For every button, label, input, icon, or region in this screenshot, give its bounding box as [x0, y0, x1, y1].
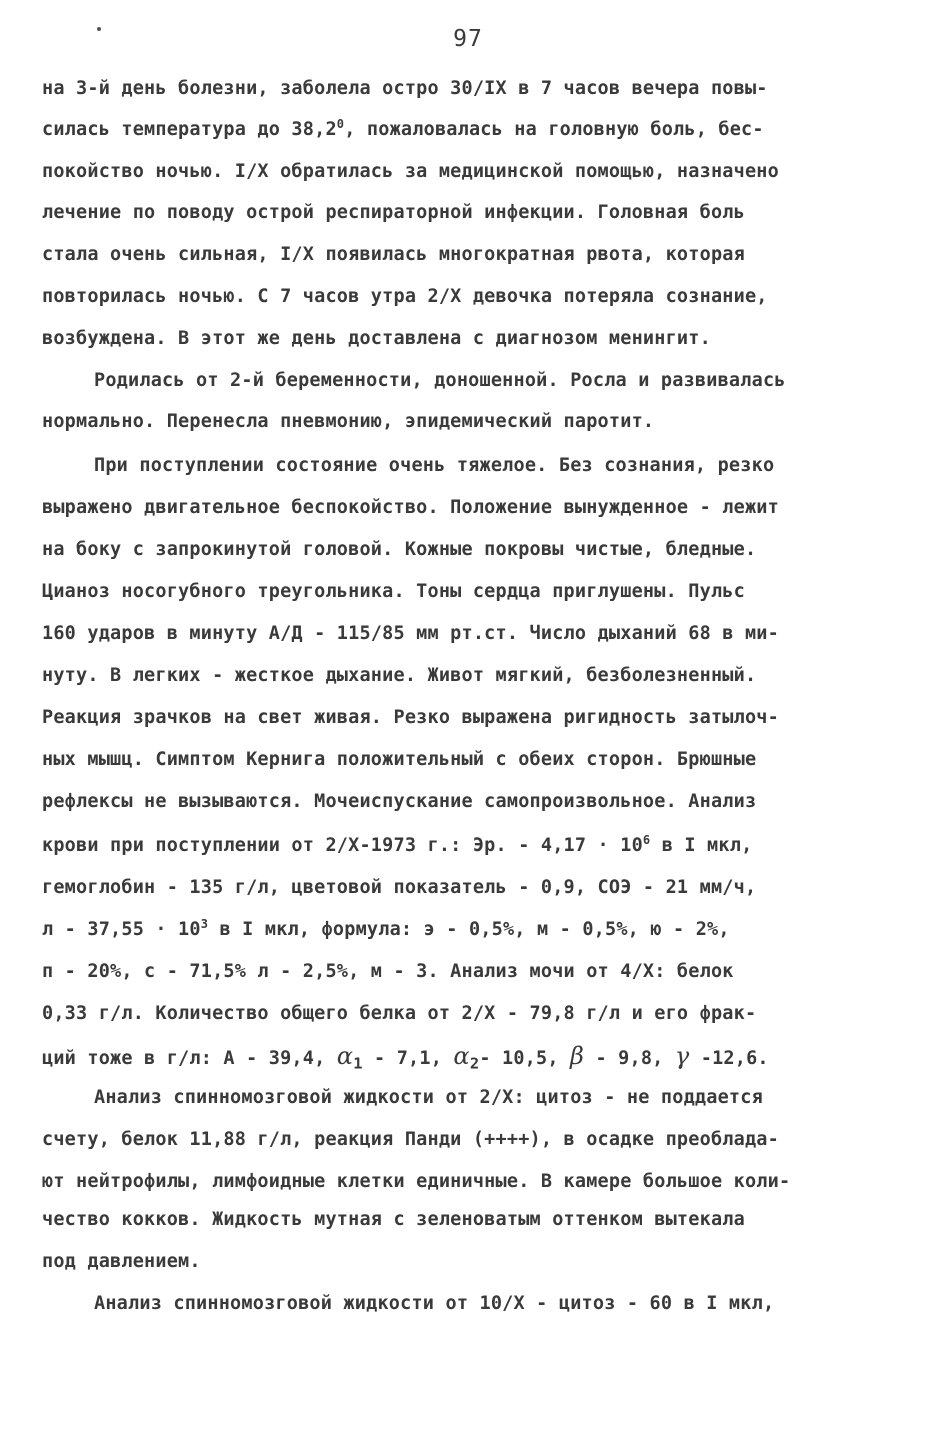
- greek-letter: α: [336, 1042, 354, 1070]
- text-line: 160 ударов в минуту А/Д - 115/85 мм рт.ст. Число дыханий 68 в ми-: [42, 623, 779, 644]
- text-line: гемоглобин - 135 г/л, цветовой показатель - 0,9, СОЭ - 21 мм/ч,: [42, 877, 757, 898]
- greek-letter: γ: [674, 1042, 690, 1070]
- text-line: ций тоже в г/л: А - 39,4, $\alpha_1 - 7,1$, $\alpha_2-$ 10,5, β - 9,8, γ -12,6.: [42, 1042, 769, 1073]
- text-line: лечение по поводу острой респираторной инфекции. Головная боль: [42, 202, 745, 223]
- text-line: крови при поступлении от 2/X-1973 г.: Эр. - $4,17 \cdot 10^6$ в I мкл,: [42, 833, 753, 856]
- text-line: на 3-й день болезни, заболела остро 30/IX в 7 часов вечера повы-: [42, 78, 768, 99]
- text-line: выражено двигательное беспокойство. Положение вынужденное - лежит: [42, 497, 779, 518]
- text-line: Анализ спинномозговой жидкости от 2/X: цитоз - не поддается: [94, 1087, 763, 1108]
- text-line: повторилась ночью. С 7 часов утра 2/X девочка потеряла сознание,: [42, 286, 768, 307]
- page-number: 97: [453, 26, 483, 52]
- text-line: чество кокков. Жидкость мутная с зеленоватым оттенком вытекала: [42, 1209, 745, 1230]
- text-line: под давлением.: [42, 1251, 201, 1272]
- text-line: силась температура до 38,2$^0$, пожаловалась на головную боль, бес-: [42, 117, 764, 140]
- text-line: стала очень сильная, I/X появилась многократная рвота, которая: [42, 244, 745, 265]
- text-line: Цианоз носогубного треугольника. Тоны сердца приглушены. Пульс: [42, 581, 745, 602]
- text-line: счету, белок 11,88 г/л, реакция Панди (++++), в осадке преоблада-: [42, 1129, 779, 1150]
- text-line: Родилась от 2-й беременности, доношенной. Росла и развивалась: [94, 370, 786, 391]
- text-line: п - 20%, с - 71,5% л - 2,5%, м - 3. Анализ мочи от 4/X: белок: [42, 961, 734, 982]
- text-line: покойство ночью. I/X обратилась за медицинской помощью, назначено: [42, 161, 779, 182]
- text-line: нуту. В легких - жесткое дыхание. Живот мягкий, безболезненный.: [42, 665, 757, 686]
- text-line: ных мышц. Симптом Кернига положительный с обеих сторон. Брюшные: [42, 749, 757, 770]
- text-line: Анализ спинномозговой жидкости от 10/X - цитоз - 60 в I мкл,: [94, 1293, 775, 1314]
- greek-letter: β: [570, 1042, 585, 1070]
- text-line: Реакция зрачков на свет живая. Резко выражена ригидность затылоч-: [42, 707, 779, 728]
- text-line: на боку с запрокинутой головой. Кожные покровы чистые, бледные.: [42, 539, 757, 560]
- text-line: возбуждена. В этот же день доставлена с диагнозом менингит.: [42, 328, 711, 349]
- greek-letter: α: [453, 1042, 470, 1070]
- text-line: ют нейтрофилы, лимфоидные клетки единичные. В камере большое коли-: [42, 1171, 791, 1192]
- text-line: При поступлении состояние очень тяжелое. Без сознания, резко: [94, 455, 775, 476]
- text-line: 0,33 г/л. Количество общего белка от 2/X - 79,8 г/л и его фрак-: [42, 1003, 757, 1024]
- text-line: нормально. Перенесла пневмонию, эпидемический паротит.: [42, 411, 655, 432]
- text-line: $л - 37,55 \cdot 10^3$ в I мкл, формула: э - 0,5%, м - 0,5%, ю - 2%,: [42, 917, 730, 940]
- text-line: рефлексы не вызываются. Мочеиспускание самопроизвольное. Анализ: [42, 791, 757, 812]
